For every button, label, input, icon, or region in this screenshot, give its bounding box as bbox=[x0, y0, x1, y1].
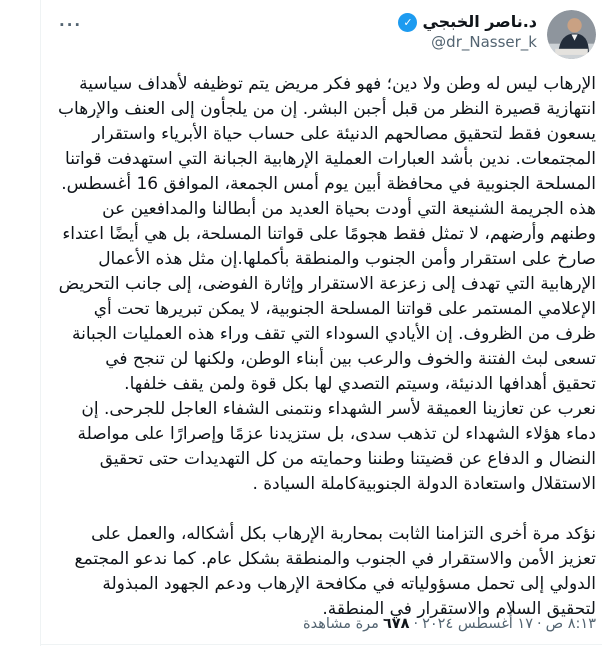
verified-icon: ✓ bbox=[398, 13, 417, 32]
display-name[interactable]: د.ناصر الخبجي bbox=[422, 12, 537, 31]
display-name-row[interactable] bbox=[398, 12, 537, 32]
tweet-text-paragraph: نؤكد مرة أخرى التزامنا الثابت بمحاربة الإرهاب بكل أشكاله، والعمل على تعزيز الأمن والاستقرار في الجنوب والمنطقة بشكل عام. كما ندعو المجتمع الدولي إلى تحمل مسؤولياته في مكافحة الإرهاب ودعم الجهود المبذولة لتحقيق السلام والاستقرار في المنطقة. bbox=[74, 524, 596, 619]
avatar[interactable] bbox=[547, 10, 596, 59]
tweet-time: ٨:١٣ ص bbox=[545, 616, 596, 632]
user-handle[interactable]: @dr_Nasser_k bbox=[431, 33, 537, 51]
user-name-block bbox=[398, 10, 537, 52]
avatar-photo bbox=[547, 10, 596, 59]
meta-separator: · bbox=[537, 616, 542, 632]
tweet-text-paragraph: نعرب عن تعازينا العميقة لأسر الشهداء ونتمنى الشفاء العاجل للجرحى. إن دماء هؤلاء الشهداء لن تذهب سدى، بل ستزيدنا عزمًا وإصرارًا على مواصلة النضال و الدفاع عن قضيتنا وطننا وحمايته من كل التهديدات حتى تحقيق الاستقلال واستعادة الدولة الجنوبيةكاملة السيادة . bbox=[77, 399, 596, 494]
views-label: مرة مشاهدة bbox=[302, 616, 379, 632]
more-options-icon[interactable]: ··· bbox=[59, 16, 83, 34]
tweet-card bbox=[41, 0, 602, 646]
tweet-header bbox=[57, 10, 596, 59]
tweet-meta-bar bbox=[57, 614, 596, 634]
tweet-text bbox=[57, 72, 596, 622]
tweet-date: ١٧ أغسطس ٢٠٢٤ bbox=[422, 616, 533, 632]
meta-separator: · bbox=[413, 616, 419, 632]
views-count: ٦٧٨ bbox=[382, 616, 410, 632]
tweet-bottom-divider bbox=[41, 644, 602, 645]
tweet-text-paragraph: الإرهاب ليس له وطن ولا دين؛ فهو فكر مريض يتم توظيفه لأهداف سياسية انتهازية قصيرة النظر من قبل أجبن البشر. إن من يلجأون إلى العنف والإرهاب يسعون فقط لتحقيق مصالحهم الدنيئة على حساب حياة الأبرياء واستقرار المجتمعات. ندين بأشد العبارات العملية الإرهابية الجبانة التي استهدفت قواتنا المسلحة الجنوبية في محافظة أبين يوم أمس الجمعة، الموافق 16 أغسطس. هذه الجريمة الشنيعة التي أودت بحياة العديد من أبطالنا والمدافعين عن وطنهم وأرضهم، لا تمثل فقط هجومًا على قواتنا المسلحة، بل هي أيضًا اعتداء صارخ على استقرار وأمن الجنوب والمنطقة بأكملها.إن مثل هذه الأعمال الإرهابية التي تهدف إلى زعزعة الاستقرار وإثارة الفوضى، إلى جانب التحريض الإعلامي المستمر على قواتنا المسلحة الجنوبية، لا يمكن تبريرها تحت أي ظرف من الظروف. إن الأيادي السوداء التي تقف وراء هذه العمليات الجبانة تسعى لبث الفتنة والخوف والرعب بين أبناء الوطن، ولكنها لن تنجح في تحقيق أهدافها الدنيئة، وسيتم التصدي لها بكل قوة ولمن يقف خلفها. bbox=[58, 74, 596, 394]
